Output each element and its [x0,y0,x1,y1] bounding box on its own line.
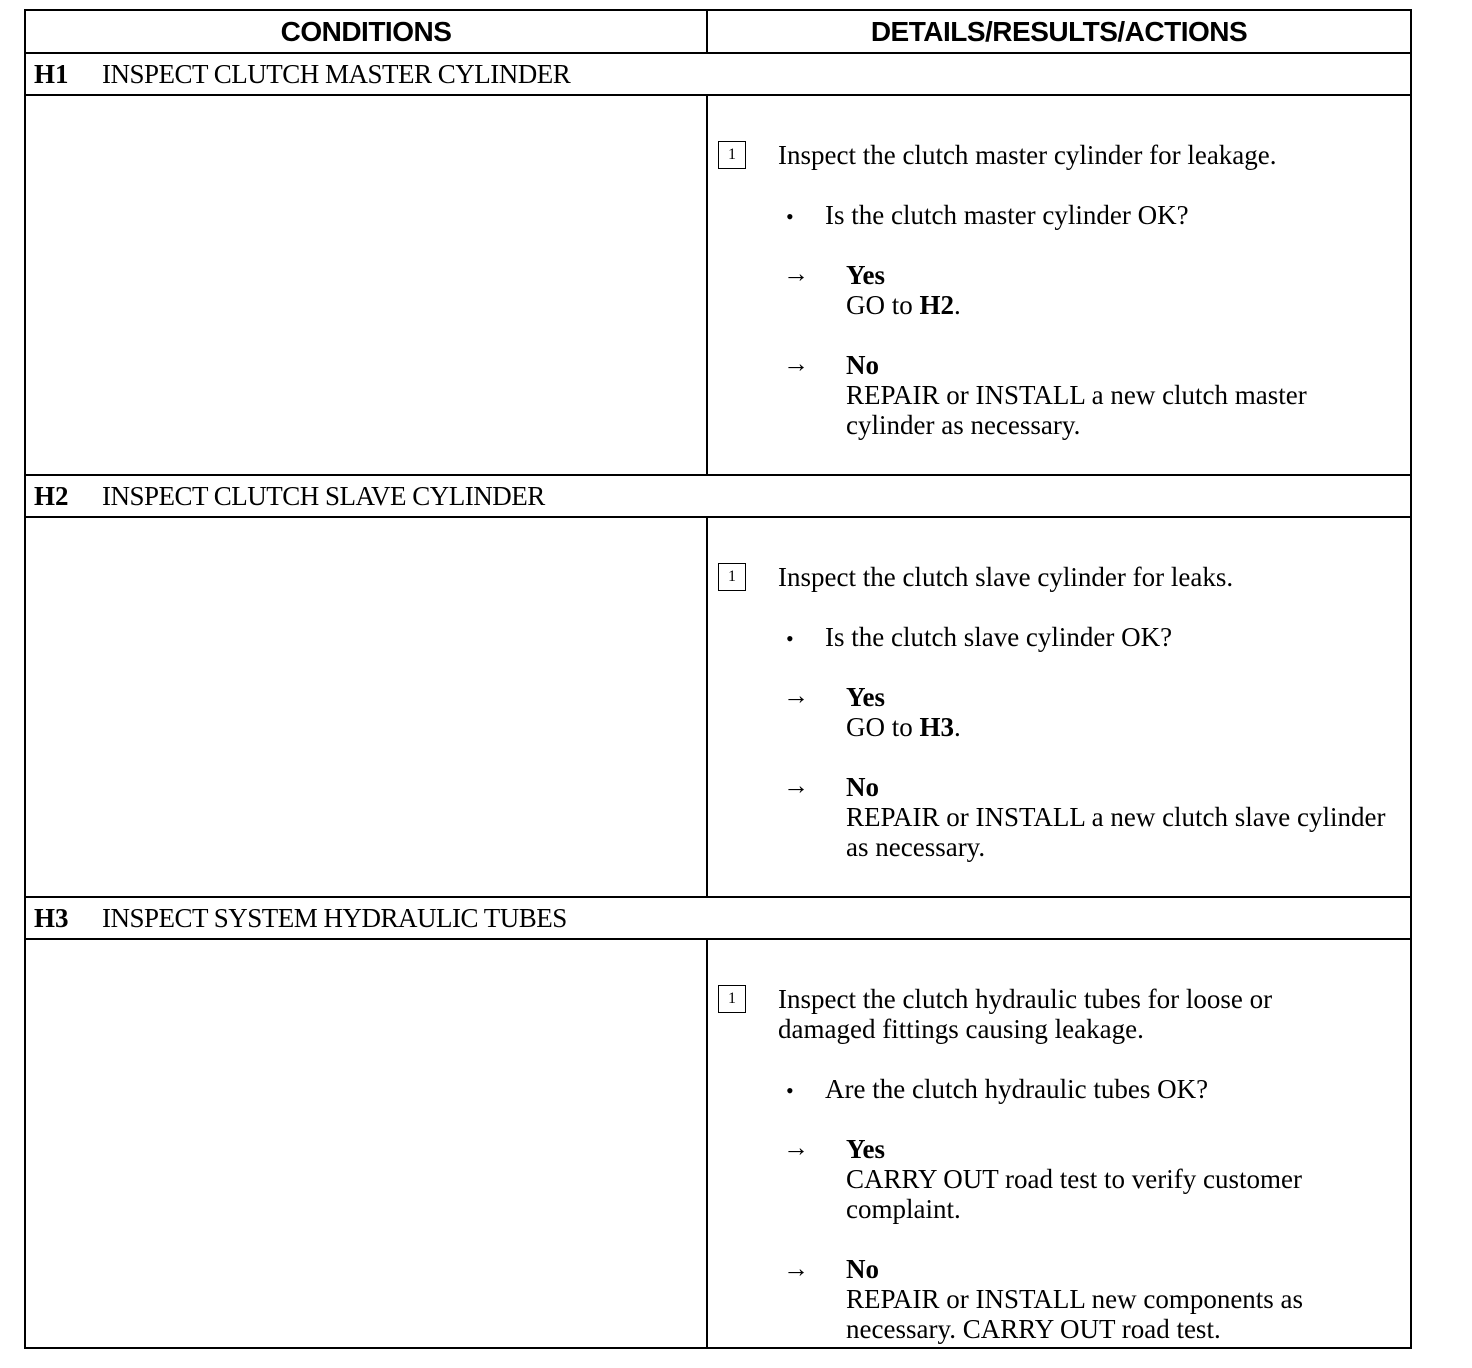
step-code: H3 [34,902,69,933]
question-text: Is the clutch master cylinder OK? [825,200,1189,230]
question-text: Is the clutch slave cylinder OK? [825,622,1173,652]
goto-link[interactable]: H2 [919,290,955,320]
no-label: No [846,350,879,380]
step-title: INSPECT CLUTCH MASTER CYLINDER [102,58,571,89]
bullet-icon: • [786,204,794,229]
details-cell [708,96,1410,474]
arrow-right-icon: → [783,681,809,710]
yes-label: Yes [846,682,885,712]
no-label: No [846,1254,879,1284]
yes-action-suffix: . [954,290,961,320]
diagnostic-table [24,9,1412,1349]
instruction-text: Inspect the clutch slave cylinder for leaks. [778,562,1234,592]
step-h1-title-row [26,54,1410,96]
arrow-right-icon: → [783,259,809,288]
step-title: INSPECT CLUTCH SLAVE CYLINDER [102,480,545,511]
yes-action-prefix: GO to [846,290,920,320]
yes-action [846,290,961,320]
step-number-box: 1 [718,985,746,1013]
conditions-cell [26,940,708,1347]
step-h3-body [26,940,1410,1347]
step-number-box: 1 [718,563,746,591]
step-h2-title-row [26,476,1410,518]
conditions-cell [26,96,708,474]
details-cell [708,940,1410,1347]
step-h1-body [26,96,1410,476]
yes-answer [846,1134,1376,1224]
step-h3-title-row [26,898,1410,940]
yes-answer [846,682,1396,742]
bullet-icon: • [786,626,794,651]
no-action: REPAIR or INSTALL a new clutch master cylinder as necessary. [846,380,1307,440]
step-number-box: 1 [718,141,746,169]
conditions-cell [26,518,708,896]
yes-label: Yes [846,260,885,290]
bullet-icon: • [786,1078,794,1103]
yes-action [846,712,961,742]
yes-answer [846,260,1396,320]
yes-action-prefix: GO to [846,712,920,742]
yes-label: Yes [846,1134,885,1164]
step-code: H2 [34,480,69,511]
step-h2-body [26,518,1410,898]
question-text: Are the clutch hydraulic tubes OK? [825,1074,1209,1104]
goto-link[interactable]: H3 [919,712,955,742]
no-answer [846,1254,1386,1344]
no-label: No [846,772,879,802]
no-answer [846,772,1396,862]
no-action: REPAIR or INSTALL new components as necessary. CARRY OUT road test. [846,1284,1304,1344]
step-code: H1 [34,58,69,89]
details-cell [708,518,1410,896]
instruction-text: Inspect the clutch hydraulic tubes for loose or damaged fittings causing leakage. [778,984,1273,1044]
no-action: REPAIR or INSTALL a new clutch slave cylinder as necessary. [846,802,1386,862]
arrow-right-icon: → [783,1254,809,1283]
arrow-right-icon: → [783,1133,809,1162]
instruction-text: Inspect the clutch master cylinder for leakage. [778,140,1277,170]
step-title: INSPECT SYSTEM HYDRAULIC TUBES [102,902,567,933]
conditions-header: CONDITIONS [26,11,708,54]
no-answer [846,350,1396,440]
arrow-right-icon: → [783,349,809,378]
arrow-right-icon: → [783,771,809,800]
yes-action: CARRY OUT road test to verify customer complaint. [846,1164,1302,1224]
details-header: DETAILS/RESULTS/ACTIONS [708,11,1410,54]
yes-action-suffix: . [954,712,961,742]
